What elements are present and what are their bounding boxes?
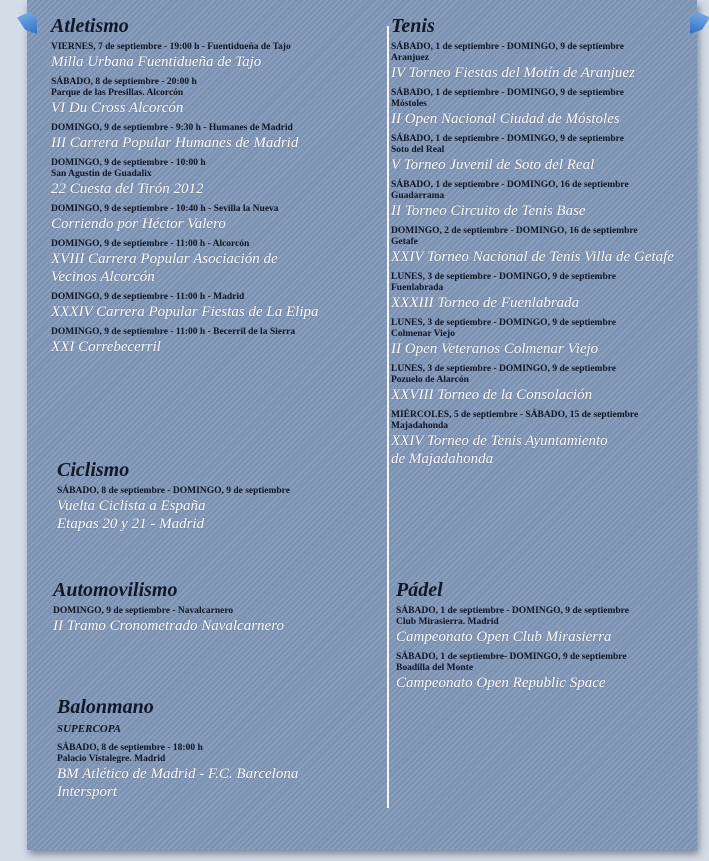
event-item	[51, 77, 381, 117]
event-date: SÁBADO, 1 de septiembre - DOMINGO, 9 de septiembre Aranjuez	[391, 42, 624, 63]
event-list	[57, 486, 377, 533]
event-name: VI Du Cross Alcorcón	[51, 100, 184, 116]
event-item	[57, 486, 377, 533]
event-name: II Open Veteranos Colmenar Viejo	[391, 341, 599, 357]
event-name: Corriendo por Héctor Valero	[51, 216, 226, 232]
event-name: II Tramo Cronometrado Navalcarnero	[53, 618, 284, 634]
event-date: VIERNES, 7 de septiembre - 19:00 h - Fuentidueña de Tajo	[51, 42, 291, 52]
event-item	[391, 134, 695, 174]
event-item	[391, 318, 695, 358]
event-date: DOMINGO, 9 de septiembre - 11:00 h - Alcorcón	[51, 239, 250, 249]
event-item	[51, 158, 381, 198]
event-item	[51, 204, 381, 233]
event-date: DOMINGO, 9 de septiembre - 11:00 h - Madrid	[51, 292, 245, 302]
event-name: XXXIII Torneo de Fuenlabrada	[391, 295, 580, 311]
event-name: XXIV Torneo Nacional de Tenis Villa de Getafe	[391, 249, 674, 265]
event-name: XXXIV Carrera Popular Fiestas de La Elipa	[51, 304, 319, 320]
event-list	[391, 42, 695, 468]
event-date: DOMINGO, 9 de septiembre - 10:00 h San Agustín de Guadalix	[51, 158, 206, 179]
event-name: Campeonato Open Club Mirasierra	[396, 629, 612, 645]
event-item	[396, 652, 696, 692]
event-name: XXVIII Torneo de la Consolación	[391, 387, 593, 403]
section-balonmano	[57, 695, 377, 807]
event-date: SÁBADO, 1 de septiembre- DOMINGO, 9 de septiembre Boadilla del Monte	[396, 652, 627, 673]
event-item	[51, 327, 381, 356]
section-subtitle: SUPERCOPA	[57, 723, 121, 735]
event-name: Campeonato Open Republic Space	[396, 675, 606, 691]
event-name: II Open Nacional Ciudad de Móstoles	[391, 111, 620, 127]
event-date: SÁBADO, 8 de septiembre - DOMINGO, 9 de septiembre	[57, 486, 290, 496]
event-item	[391, 226, 695, 266]
event-name: 22 Cuesta del Tirón 2012	[51, 181, 204, 197]
event-item	[391, 42, 695, 82]
section-title: Tenis	[391, 15, 435, 37]
event-item	[51, 292, 381, 321]
event-item	[391, 88, 695, 128]
section-ciclismo	[57, 458, 377, 539]
section-title: Balonmano	[57, 696, 154, 718]
event-name: BM Atlético de Madrid - F.C. Barcelona Intersport	[57, 766, 299, 800]
event-item	[391, 180, 695, 220]
event-list	[396, 606, 696, 692]
event-item	[57, 743, 377, 801]
event-item	[51, 239, 381, 286]
event-list	[53, 606, 373, 635]
event-name: IV Torneo Fiestas del Motín de Aranjuez	[391, 65, 635, 81]
column-divider	[387, 26, 389, 808]
event-date: LUNES, 3 de septiembre - DOMINGO, 9 de septiembre Fuenlabrada	[391, 272, 616, 293]
event-date: DOMINGO, 9 de septiembre - 10:40 h - Sevilla la Nueva	[51, 204, 279, 214]
events-panel	[27, 0, 697, 850]
event-name: Vuelta Ciclista a España Etapas 20 y 21 - Madrid	[57, 498, 206, 532]
section-title: Automovilismo	[53, 579, 178, 601]
section-title: Atletismo	[51, 15, 129, 37]
event-name: Milla Urbana Fuentidueña de Tajo	[51, 54, 262, 70]
event-date: SÁBADO, 1 de septiembre - DOMINGO, 9 de septiembre Móstoles	[391, 88, 624, 109]
event-name: V Torneo Juvenil de Soto del Real	[391, 157, 595, 173]
event-item	[396, 606, 696, 646]
event-item	[51, 123, 381, 152]
event-name: II Torneo Circuito de Tenis Base	[391, 203, 586, 219]
event-date: SÁBADO, 1 de septiembre - DOMINGO, 9 de septiembre Soto del Real	[391, 134, 624, 155]
event-date: SÁBADO, 1 de septiembre - DOMINGO, 16 de septiembre Guadarrama	[391, 180, 629, 201]
event-name: XVIII Carrera Popular Asociación de Vecinos Alcorcón	[51, 251, 278, 285]
event-date: DOMINGO, 9 de septiembre - Navalcarnero	[53, 606, 234, 616]
section-padel	[396, 578, 696, 698]
event-date: SÁBADO, 8 de septiembre - 20:00 h Parque de las Presillas. Alcorcón	[51, 77, 197, 98]
event-name: XXI Correbecerril	[51, 339, 161, 355]
event-name: III Carrera Popular Humanes de Madrid	[51, 135, 299, 151]
section-title: Ciclismo	[57, 459, 130, 481]
event-list	[51, 42, 381, 356]
event-date: MIÉRCOLES, 5 de septiembre - SÁBADO, 15 de septiembre Majadahonda	[391, 410, 639, 431]
event-date: LUNES, 3 de septiembre - DOMINGO, 9 de septiembre Colmenar Viejo	[391, 318, 616, 339]
event-list	[57, 743, 377, 801]
event-date: SÁBADO, 8 de septiembre - 18:00 h Palacio Vistalegre. Madrid	[57, 743, 203, 764]
event-item	[391, 272, 695, 312]
event-item	[51, 42, 381, 71]
event-date: DOMINGO, 9 de septiembre - 11:00 h - Becerril de la Sierra	[51, 327, 296, 337]
event-name: XXIV Torneo de Tenis Ayuntamiento de Majadahonda	[391, 433, 608, 467]
event-item	[391, 364, 695, 404]
section-atletismo	[51, 14, 381, 362]
section-tenis	[391, 14, 695, 474]
section-automovilismo	[53, 578, 373, 641]
event-date: DOMINGO, 2 de septiembre - DOMINGO, 16 de septiembre Getafe	[391, 226, 638, 247]
event-date: DOMINGO, 9 de septiembre - 9:30 h - Humanes de Madrid	[51, 123, 293, 133]
section-title: Pádel	[396, 579, 443, 601]
event-item	[391, 410, 695, 468]
event-date: SÁBADO, 1 de septiembre - DOMINGO, 9 de septiembre Club Mirasierra. Madrid	[396, 606, 629, 627]
event-item	[53, 606, 373, 635]
event-date: LUNES, 3 de septiembre - DOMINGO, 9 de septiembre Pozuelo de Alarcón	[391, 364, 616, 385]
